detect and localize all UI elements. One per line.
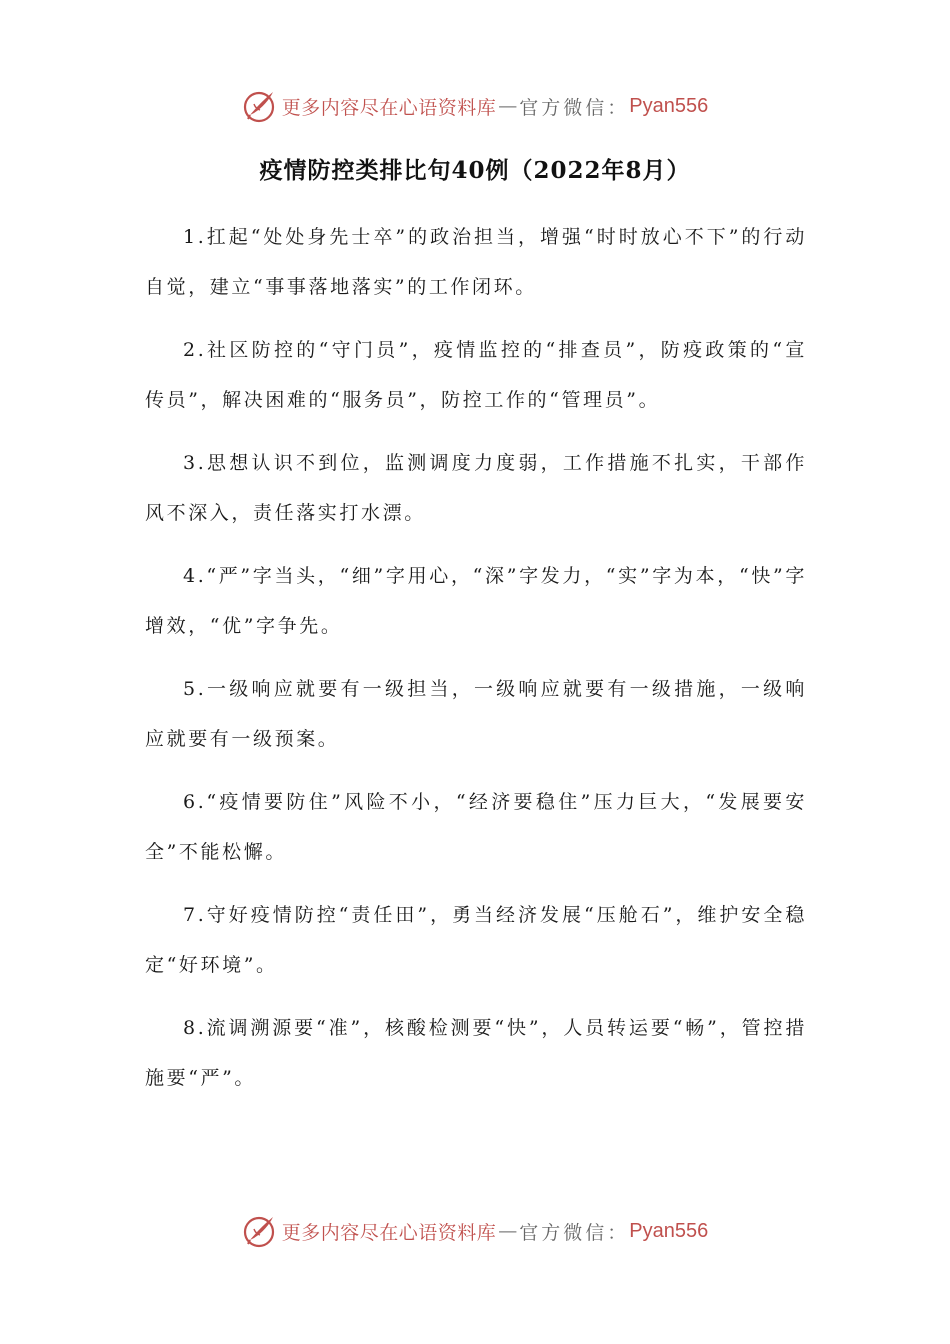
quill-logo-icon [242,88,278,124]
paragraph-1: 1.扛起“处处身先士卒”的政治担当，增强“时时放心不下”的行动自觉，建立“事事落地落实”的工作闭环。 [145,226,807,298]
banner-wechat-id: Pyan556 [629,94,709,117]
paragraph-6: 6.“疫情要防住”风险不小，“经济要稳住”压力巨大，“发展要安全”不能松懈。 [145,791,807,863]
footer-banner [0,1211,950,1251]
quill-logo-icon [242,1213,278,1249]
footer-slogan: 更多内容尽在心语资料库 [281,1221,497,1244]
banner-wechat-label: 官方微信： [519,96,630,119]
document-title: 疫情防控类排比句40例（2022年8月） [259,157,691,184]
paragraph-7: 7.守好疫情防控“责任田”，勇当经济发展“压舱石”，维护安全稳定“好环境”。 [145,904,807,976]
footer-dash: — [498,1220,518,1242]
banner-slogan: 更多内容尽在心语资料库 [281,96,497,119]
document-body [145,212,807,1116]
footer-wechat-id: Pyan556 [629,1219,709,1242]
header-banner [0,86,950,126]
paragraph-5: 5.一级响应就要有一级担当，一级响应就要有一级措施，一级响应就要有一级预案。 [145,678,807,750]
paragraph-8: 8.流调溯源要“准”，核酸检测要“快”，人员转运要“畅”，管控措施要“严”。 [145,1017,807,1089]
paragraph-2: 2.社区防控的“守门员”，疫情监控的“排查员”，防疫政策的“宣传员”，解决困难的“服务员”，防控工作的“管理员”。 [145,339,807,411]
paragraph-3: 3.思想认识不到位，监测调度力度弱，工作措施不扎实，干部作风不深入，责任落实打水漂。 [145,452,807,524]
paragraph-4: 4.“严”字当头，“细”字用心，“深”字发力，“实”字为本，“快”字增效，“优”字争先。 [145,565,807,637]
footer-wechat-label: 官方微信： [519,1221,630,1244]
banner-dash: — [498,95,518,117]
